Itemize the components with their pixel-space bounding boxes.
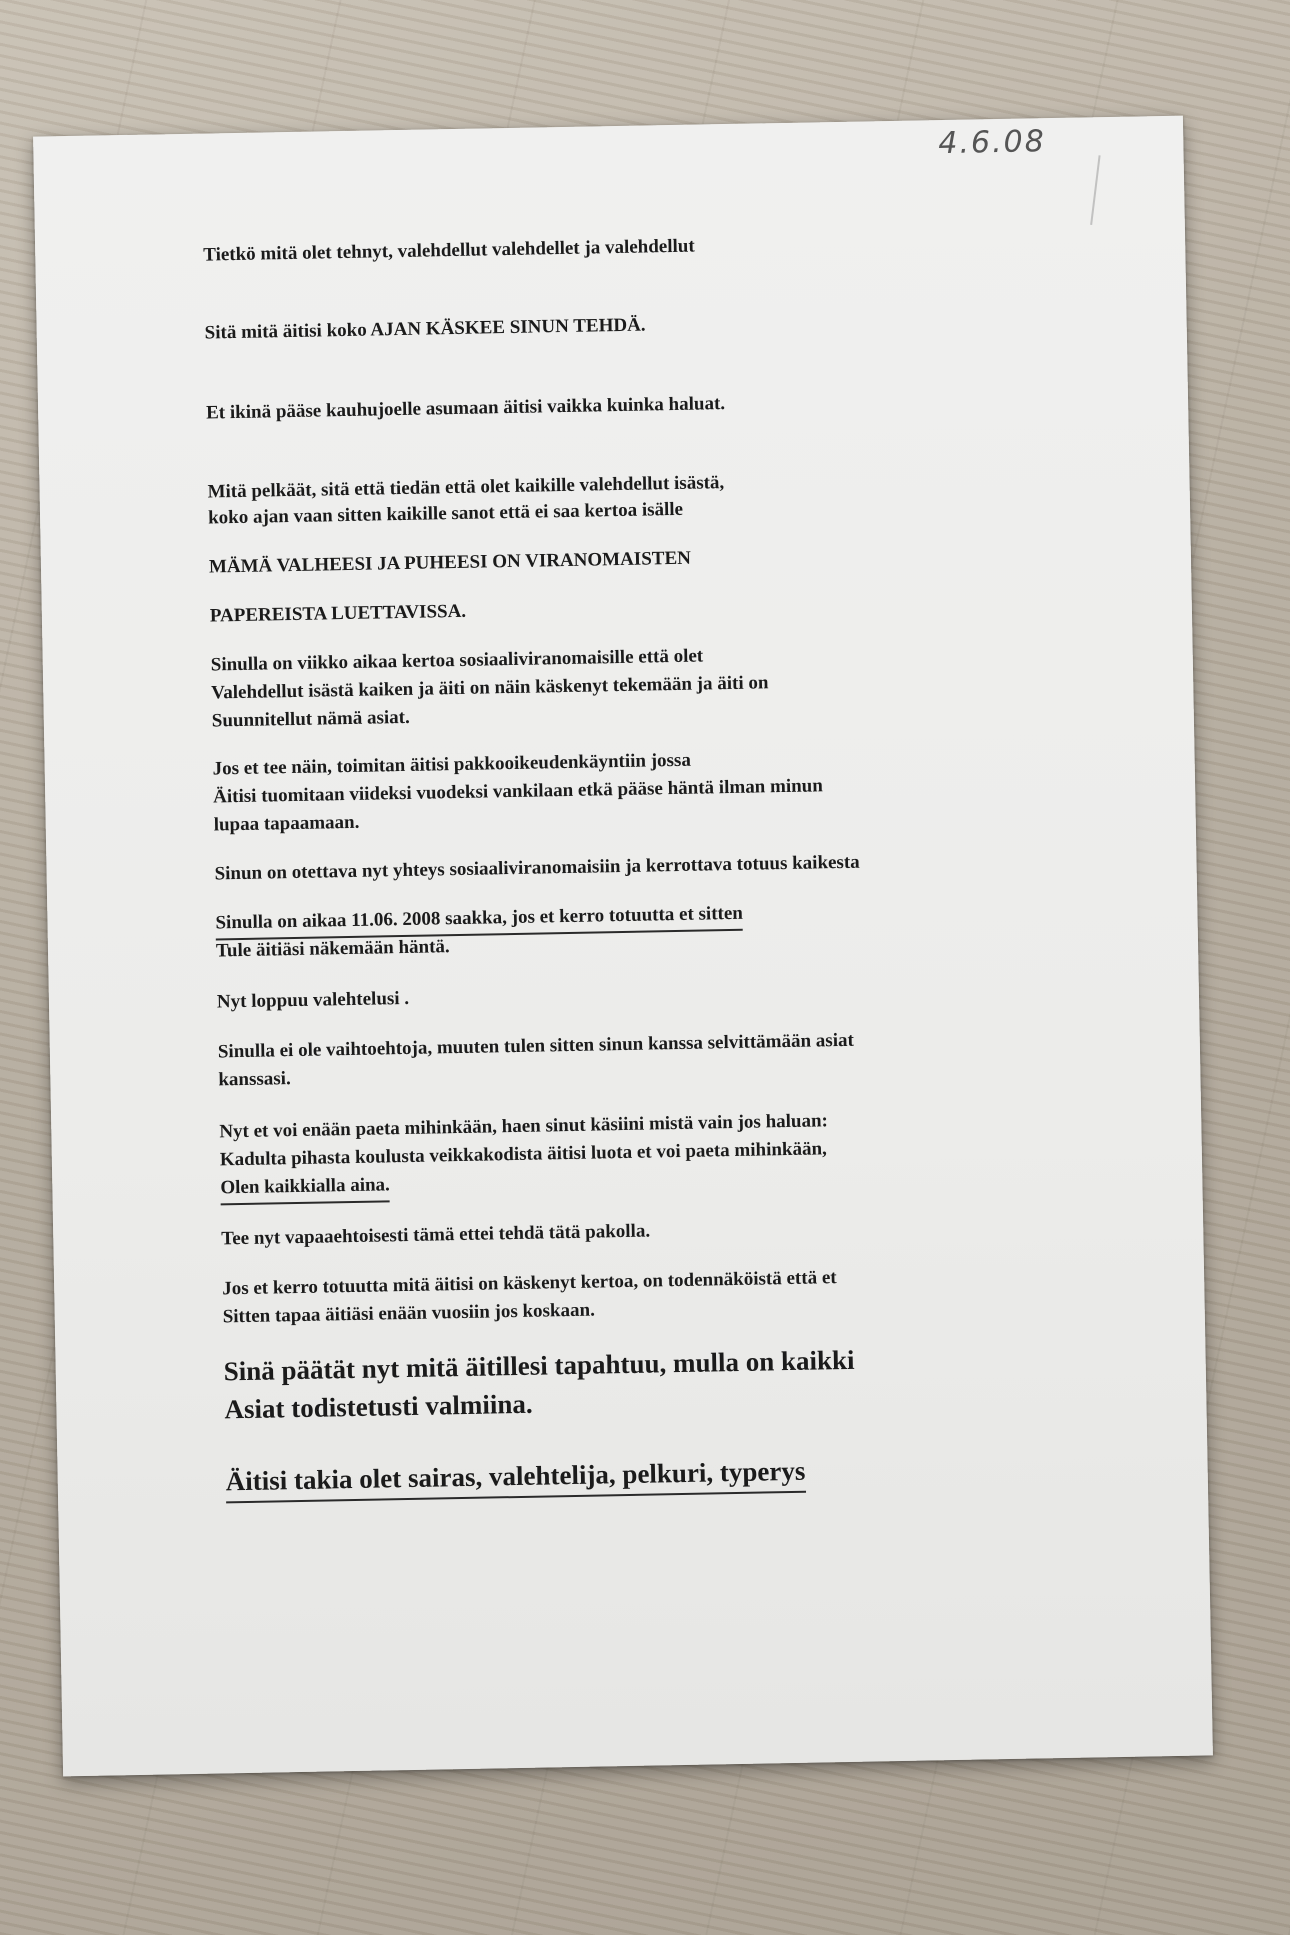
letter-line-19: kanssasi.: [218, 1068, 291, 1091]
letter-line-16: Tule äitiäsi näkemään häntä.: [215, 936, 450, 962]
handwritten-date: 4.6.08: [938, 124, 1047, 162]
letter-line-8: Sinulla on viikko aikaa kertoa sosiaaliviranomaisille että olet: [210, 645, 704, 676]
faint-pen-mark: [1090, 155, 1130, 228]
letter-line-4: Mitä pelkäät, sitä että tiedän että olet kaikille valehdellut isästä,: [207, 472, 725, 503]
letter-line-25: Sitten tapaa äitiäsi enään vuosiin jos koskaan.: [222, 1299, 596, 1328]
letter-line-7: PAPEREISTA LUETTAVISSA.: [209, 600, 467, 627]
letter-line-12: Äitisi tuomitaan viideksi vuodeksi vankilaan etkä pääse häntä ilman minun: [213, 775, 824, 808]
letter-line-21: Kadulta pihasta koulusta veikkakodista äitisi luota et voi paeta mihinkään,: [219, 1138, 828, 1171]
letter-line-3: Et ikinä pääse kauhujoelle asumaan äitisi vaikka kuinka haluat.: [205, 393, 726, 424]
letter-line-18: Sinulla ei ole vaihtoehtoja, muuten tulen sitten sinun kanssa selvittämään asiat: [217, 1029, 855, 1063]
letter-line-11: Jos et tee näin, toimitan äitisi pakkooikeudenkäyntiin jossa: [212, 749, 692, 780]
letter-line-5: koko ajan vaan sitten kaikille sanot että ei saa kertoa isälle: [207, 498, 684, 529]
letter-line-27: Asiat todistetusti valmiina.: [224, 1388, 533, 1425]
letter-line-10: Suunnitellut nämä asiat.: [211, 706, 410, 732]
letter-line-1: Tietkö mitä olet tehnyt, valehdellut valehdellet ja valehdellut: [203, 235, 695, 266]
letter-paper: [33, 116, 1213, 1777]
letter-line-9: Valehdellut isästä kaiken ja äiti on näin käskenyt tekemään ja äiti on: [211, 672, 769, 704]
letter-line-14: Sinun on otettava nyt yhteys sosiaaliviranomaisiin ja kerrottava totuus kaikesta: [214, 851, 860, 885]
letter-line-17: Nyt loppuu valehtelusi .: [216, 987, 410, 1013]
letter-line-26: Sinä päätät nyt mitä äitillesi tapahtuu, mulla on kaikki: [223, 1344, 855, 1387]
letter-line-2: Sitä mitä äitisi koko AJAN KÄSKEE SINUN TEHDÄ.: [204, 314, 646, 344]
letter-line-28: Äitisi takia olet sairas, valehtelija, pelkuri, typerys: [225, 1453, 805, 1504]
letter-line-15: Sinulla on aikaa 11.06. 2008 saakka, jos et kerro totuutta et sitten: [215, 900, 743, 941]
letter-line-24: Jos et kerro totuutta mitä äitisi on käskenyt kertoa, on todennäköistä että et: [222, 1267, 837, 1300]
letter-line-13: lupaa tapaamaan.: [213, 811, 360, 836]
letter-line-20: Nyt et voi enään paeta mihinkään, haen sinut käsiini mistä vain jos haluan:: [219, 1110, 829, 1143]
letter-line-6: MÄMÄ VALHEESI JA PUHEESI ON VIRANOMAISTEN: [208, 547, 692, 578]
letter-line-23: Tee nyt vapaaehtoisesti tämä ettei tehdä tätä pakolla.: [221, 1220, 651, 1250]
letter-line-22: Olen kaikkialla aina.: [220, 1171, 390, 1205]
